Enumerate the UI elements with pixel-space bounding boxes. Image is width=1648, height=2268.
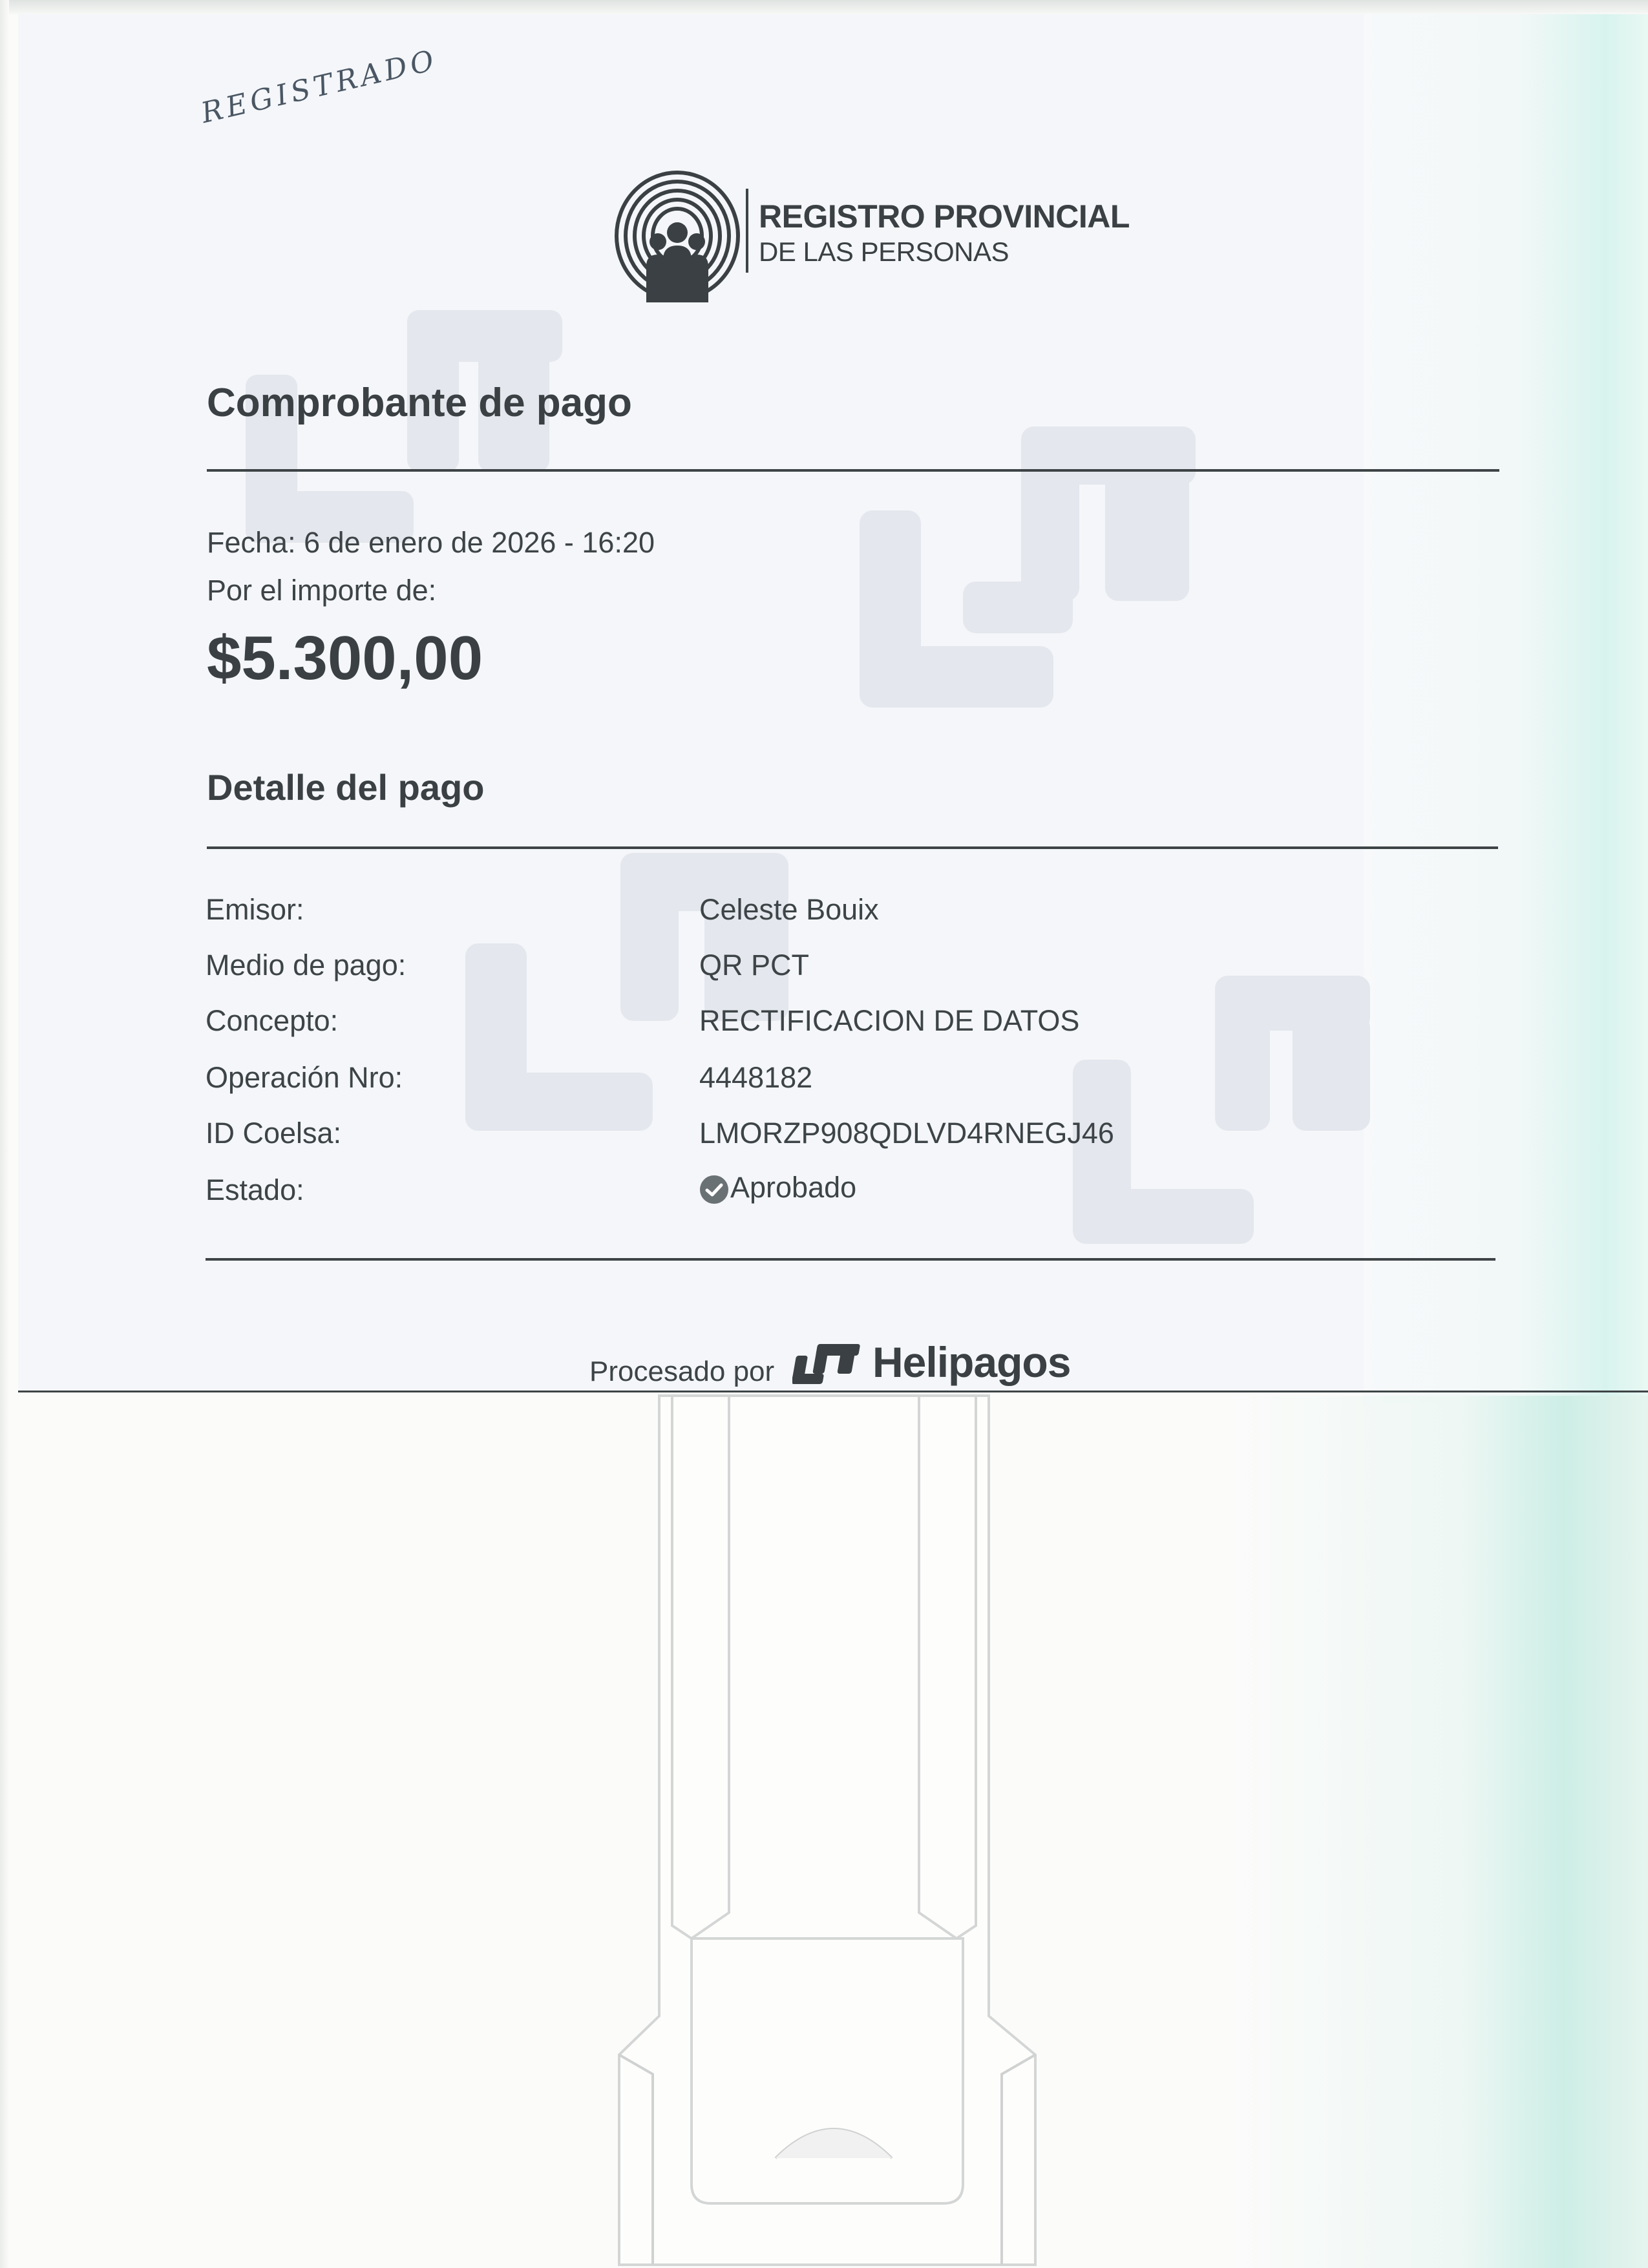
detail-label-emisor: Emisor: <box>206 893 304 926</box>
handwritten-note: REGISTRADO <box>198 43 441 130</box>
details-title: Detalle del pago <box>207 767 485 808</box>
payment-date: Fecha: 6 de enero de 2026 - 16:20 <box>207 526 655 559</box>
detail-value-operation: 4448182 <box>699 1061 813 1094</box>
detail-label-payment-method: Medio de pago: <box>206 949 407 982</box>
amount-label: Por el importe de: <box>207 574 437 607</box>
logo-title: REGISTRO PROVINCIAL <box>759 198 1130 235</box>
helipagos-brand: Helipagos <box>872 1338 1071 1386</box>
detail-value-concept: RECTIFICACION DE DATOS <box>699 1004 1080 1037</box>
logo-subtitle: DE LAS PERSONAS <box>759 236 1009 267</box>
detail-value-emisor: Celeste Bouix <box>699 893 879 926</box>
status-badge: Aprobado <box>730 1171 857 1204</box>
detail-label-status: Estado: <box>206 1173 304 1206</box>
detail-label-operation: Operación Nro: <box>206 1061 403 1094</box>
detail-value-payment-method: QR PCT <box>699 949 810 982</box>
detail-label-coelsa-id: ID Coelsa: <box>206 1117 342 1150</box>
processed-by-label: Procesado por <box>589 1356 775 1387</box>
detail-value-coelsa-id: LMORZP908QDLVD4RNEGJ46 <box>699 1117 1114 1150</box>
page-title: Comprobante de pago <box>207 381 632 425</box>
detail-label-concept: Concepto: <box>206 1004 339 1037</box>
payment-amount: $5.300,00 <box>207 624 483 693</box>
